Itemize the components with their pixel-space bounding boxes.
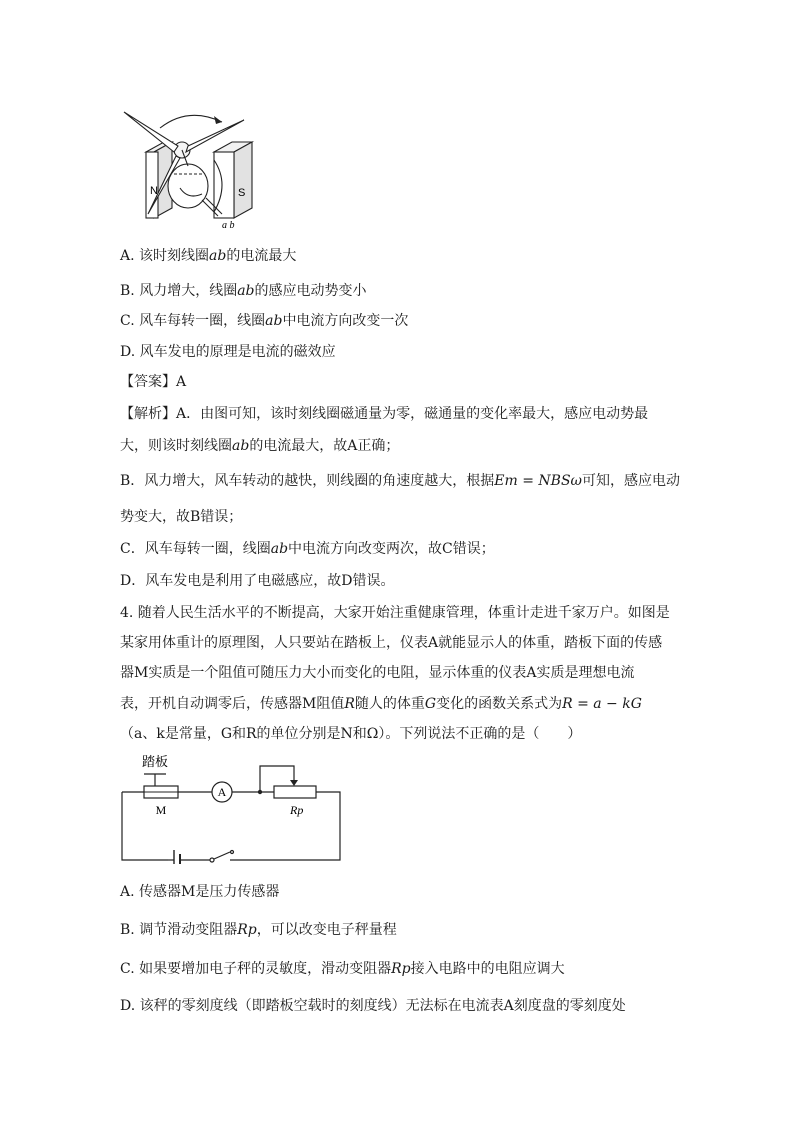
rp-label: Rp (290, 803, 304, 817)
q3-analysis-line-2: 大，则该时刻线圈ab的电流最大，故A正确； (120, 438, 400, 454)
q3-analysis-line-4: 势变大，故B错误； (120, 509, 243, 525)
q4-stem-line-4: 表，开机自动调零后，传感器M阻值R随人的体重G变化的函数关系式为R = a − kG (120, 696, 642, 712)
q3-answer: 【答案】A (120, 374, 187, 390)
q3-analysis-line-1: 【解析】A．由图可知，该时刻线圈磁通量为零，磁通量的变化率最大，感应电动势最 (120, 406, 649, 422)
q3-option-b: B. 风力增大，线圈ab的感应电动势变小 (120, 283, 367, 299)
pole-s-label: S (238, 187, 246, 199)
q4-option-b: B. 调节滑动变阻器Rp，可以改变电子秤量程 (120, 922, 397, 938)
q3-option-d: D. 风车发电的原理是电流的磁效应 (120, 344, 336, 360)
wind-generator-figure (118, 104, 268, 232)
pole-n-label: N (150, 185, 158, 197)
sensor-m-label: M (155, 803, 167, 817)
resistance-formula: R = a − kG (562, 696, 642, 712)
q4-stem-line-1: 4. 随着人民生活水平的不断提高，大家开始注重健康管理，体重计走进千家万户。如图是 (120, 605, 670, 621)
q4-stem-line-3: 器M实质是一个阻值可随压力大小而变化的电阻，显示体重的仪表A实质是理想电流 (120, 665, 635, 681)
scale-circuit-figure (118, 752, 346, 864)
pedal-label: 踏板 (141, 755, 169, 770)
q3-analysis-line-5: C．风车每转一圈，线圈ab中电流方向改变两次，故C错误； (120, 541, 495, 557)
q3-option-a: A. 该时刻线圈ab的电流最大 (120, 248, 297, 264)
q4-option-c: C. 如果要增加电子秤的灵敏度，滑动变阻器Rp接入电路中的电阻应调大 (120, 961, 565, 977)
coil-ab-label: a b (222, 220, 235, 231)
q4-option-a: A. 传感器M是压力传感器 (120, 884, 280, 900)
ammeter-label: A (217, 785, 227, 799)
emf-formula: Em = NBSω (494, 473, 582, 489)
q3-analysis-line-6: D．风车发电是利用了电磁感应，故D错误。 (120, 573, 395, 589)
q4-option-d: D. 该秤的零刻度线（即踏板空载时的刻度线）无法标在电流表A刻度盘的零刻度处 (120, 998, 626, 1014)
q4-stem-line-5: （a、k是常量，G和R的单位分别是N和Ω）。下列说法不正确的是（ ） (120, 726, 582, 742)
q4-stem-line-2: 某家用体重计的原理图，人只要站在踏板上，仪表A就能显示人的体重，踏板下面的传感 (120, 635, 663, 651)
q3-option-c: C. 风车每转一圈，线圈ab中电流方向改变一次 (120, 313, 409, 329)
q3-analysis-line-3: B．风力增大，风车转动的越快，则线圈的角速度越大，根据Em = NBSω可知，感应电动 (120, 473, 680, 489)
